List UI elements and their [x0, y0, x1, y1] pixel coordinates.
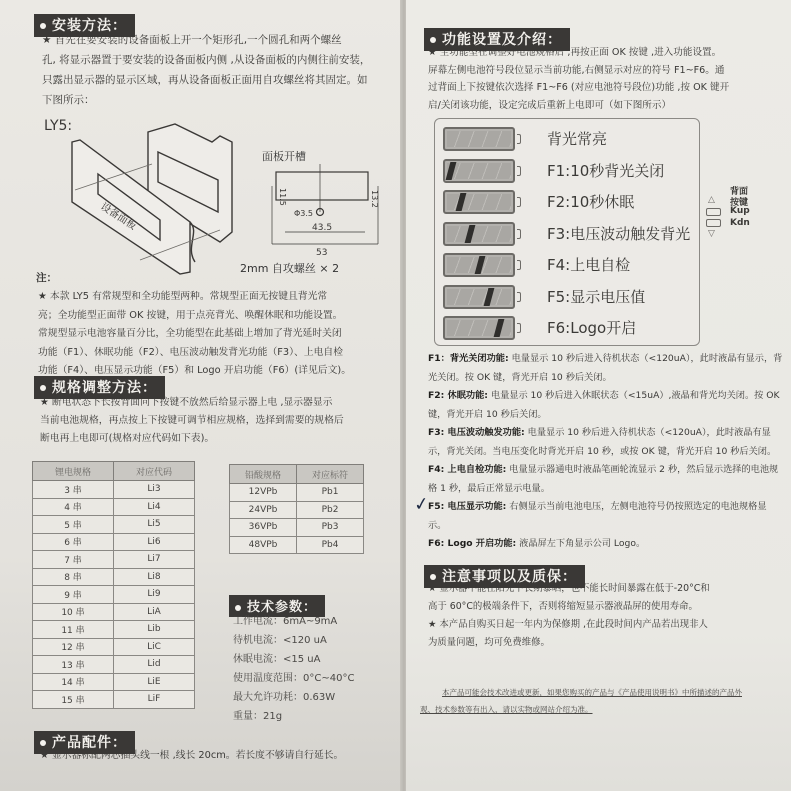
- desc-text: 电量显示 10 秒后进入休眠状态（<15uA）,液晶和背光均关闭。按 OK 键，背光开启 10 秒后关闭。: [428, 390, 780, 420]
- column-header: 对应代码: [114, 462, 195, 481]
- table-row: [33, 638, 195, 656]
- desc-key: F2: 休眠功能:: [428, 390, 488, 401]
- table-row: [33, 551, 195, 569]
- spec-adjust-line: 当前电池规格，再点按上下按键可调节相应规格，选择到需要的规格后: [40, 415, 344, 426]
- table-cell: 3 串: [33, 481, 114, 499]
- function-line: 启/关闭该功能，设定完成后重新上电即可（如下图所示）: [428, 99, 672, 111]
- tech-param: 工作电流：6mA~9mA: [233, 616, 338, 627]
- function-title-text: 功能设置及介绍：: [442, 32, 562, 48]
- install-line: 下图所示：: [42, 94, 95, 106]
- keys-label: 按键: [730, 198, 749, 208]
- table-row: [33, 603, 195, 621]
- spec-adjust-title-text: 规格调整方法：: [52, 380, 157, 396]
- table-cell: 14 串: [33, 673, 114, 691]
- function-row: [443, 188, 693, 216]
- fine-print: [420, 684, 780, 718]
- table-cell: LiF: [114, 691, 195, 709]
- table-row: [33, 481, 195, 499]
- table-cell: Li8: [114, 568, 195, 586]
- desc-f4: [428, 461, 784, 498]
- accessories-text: ★ 显示器标配两芯插头线一根 ,线长 20cm。若长度不够请自行延长。: [40, 750, 344, 761]
- battery-terminal-icon: [517, 323, 521, 333]
- tech-param: 使用温度范围：0°C~40°C: [233, 673, 355, 684]
- table-cell: 6 串: [33, 533, 114, 551]
- tech-param: 最大允许功耗：0.63W: [233, 692, 336, 703]
- table-row: [33, 586, 195, 604]
- battery-icon: [443, 253, 515, 277]
- column-header: 锂电规格: [33, 462, 114, 481]
- lithium-spec-table: [32, 461, 195, 709]
- table-cell: 48VPb: [230, 536, 297, 554]
- bullet-icon: [235, 605, 241, 611]
- slot-title: 面板开槽: [262, 150, 306, 163]
- battery-terminal-icon: [517, 260, 521, 270]
- desc-f1: [428, 350, 784, 387]
- function-label: F5:显示电压值: [547, 287, 646, 306]
- bullet-icon: [40, 23, 46, 29]
- battery-terminal-icon: [517, 134, 521, 144]
- desc-key: F5: 电压显示功能:: [428, 501, 507, 512]
- function-descriptions: [428, 350, 784, 554]
- note-title: 注：: [36, 272, 57, 284]
- desc-f6: [428, 535, 784, 554]
- accessories-title-text: 产品配件：: [52, 735, 127, 751]
- battery-icon: [443, 190, 515, 214]
- table-cell: 36VPb: [230, 519, 297, 537]
- function-label: F3:电压波动触发背光: [547, 224, 691, 243]
- panel-label: 设备面板: [98, 201, 138, 233]
- lead-acid-spec-table: [229, 464, 364, 554]
- table-cell: Pb2: [297, 501, 364, 519]
- table-cell: Li4: [114, 498, 195, 516]
- function-line: 屏幕左侧电池符号段位显示当前功能,右侧显示对应的符号 F1~F6。通: [428, 64, 725, 76]
- battery-terminal-icon: [517, 166, 521, 176]
- function-line: 过背面上下按键依次选择 F1~F6 (对应电池符号段位)功能 ,按 OK 键开: [428, 82, 730, 93]
- install-line: 只露出显示器的显示区域，再从设备面板正面用自攻螺丝将其固定。如: [42, 74, 368, 86]
- table-cell: 15 串: [33, 691, 114, 709]
- bullet-icon: [40, 385, 46, 391]
- table-row: [33, 673, 195, 691]
- table-row: [230, 519, 364, 537]
- battery-terminal-icon: [517, 229, 521, 239]
- installation-diagram: [40, 112, 400, 277]
- kdn-label: Kdn: [730, 218, 750, 228]
- table-cell: 5 串: [33, 516, 114, 534]
- table-cell: 12 串: [33, 638, 114, 656]
- function-label: 背光常亮: [547, 130, 608, 148]
- note-line: 亮；全功能型正面带 OK 按键，用于点亮背光、唤醒休眠和功能设置。: [38, 309, 343, 321]
- battery-icon: [443, 127, 515, 151]
- function-row: [443, 220, 693, 248]
- function-label: F2:10秒休眠: [547, 193, 635, 211]
- note-line: 常规型显示电池容量百分比，全功能型在此基础上增加了背光延时关闭: [38, 328, 342, 339]
- fine-print-line: 观、技术参数等有出入，请以实物或网站介绍为准。: [420, 705, 593, 714]
- table-cell: Pb4: [297, 536, 364, 554]
- table-row: [33, 656, 195, 674]
- table-cell: 10 串: [33, 603, 114, 621]
- desc-key: F6: Logo 开启功能:: [428, 538, 517, 549]
- down-arrow-icon: ▽: [708, 229, 715, 239]
- table-cell: 9 串: [33, 586, 114, 604]
- table-cell: 11 串: [33, 621, 114, 639]
- bullet-icon: [430, 37, 436, 43]
- svg-text:Φ3.5: Φ3.5: [294, 209, 314, 218]
- table-cell: 7 串: [33, 551, 114, 569]
- table-cell: Li9: [114, 586, 195, 604]
- install-title-text: 安装方法：: [52, 18, 127, 34]
- table-row: [33, 498, 195, 516]
- function-label: F4:上电自检: [547, 256, 631, 274]
- function-row: [443, 157, 693, 185]
- desc-text: 右侧显示当前电池电压，左侧电池符号仍按照选定的电池规格显示。: [428, 501, 767, 531]
- desc-text: 电量显示器通电时液晶笔画轮流显示 2 秒，然后显示选择的电池规格 1 秒，最后正常显示电量。: [428, 464, 779, 494]
- spec-adjust-line: ★ 断电状态下长按背面向下按键不放然后给显示器上电 ,显示器显示: [40, 397, 333, 408]
- keys-label: 背面: [730, 187, 749, 197]
- notice-paragraph: [428, 580, 784, 652]
- notice-title-text: 注意事项以及质保：: [442, 569, 577, 585]
- table-cell: Li3: [114, 481, 195, 499]
- table-cell: Li6: [114, 533, 195, 551]
- function-display-panel: [434, 118, 700, 346]
- desc-text: 电量显示 10 秒后进入待机状态（<120uA），此时液晶有显示，背光关闭。当电压变化时背光开启 10 秒，或按 OK 键，背光开启 10 秒后关闭。: [428, 427, 777, 457]
- install-paragraph: [42, 30, 397, 110]
- desc-key: F3: 电压波动触发功能:: [428, 427, 525, 438]
- install-line: ★ 首先在要安装的设备面板上开一个矩形孔,一个圆孔和两个螺丝: [42, 34, 342, 46]
- svg-text:11.5: 11.5: [278, 188, 287, 206]
- desc-f5: [428, 498, 784, 535]
- function-label: F6:Logo开启: [547, 319, 637, 337]
- table-cell: Li5: [114, 516, 195, 534]
- function-row: [443, 314, 693, 342]
- install-line: 孔, 将显示器置于要安装的设备面板内侧 ,从设备面板的内侧往前安装，: [42, 54, 371, 66]
- function-row: [443, 125, 693, 153]
- table-header-row: [33, 462, 195, 481]
- battery-icon: [443, 159, 515, 183]
- battery-terminal-icon: [517, 197, 521, 207]
- table-cell: 12VPb: [230, 484, 297, 502]
- fine-print-line: 本产品可能会技术改进或更新，如果您购买的产品与《产品使用说明书》中所描述的产品外: [442, 688, 742, 697]
- note-line: ★ 本款 LY5 有常规型和全功能型两种。常规型正面无按键且背光常: [38, 291, 328, 302]
- battery-terminal-icon: [517, 292, 521, 302]
- desc-key: F4: 上电自检功能:: [428, 464, 507, 475]
- back-keys: [706, 184, 766, 254]
- table-row: [33, 516, 195, 534]
- panel-mounting-illustration: [40, 112, 400, 277]
- table-row: [230, 536, 364, 554]
- table-cell: Pb1: [297, 484, 364, 502]
- tech-title-text: 技术参数：: [247, 600, 318, 615]
- column-header: 铅酸规格: [230, 465, 297, 484]
- function-row: [443, 251, 693, 279]
- table-row: [33, 691, 195, 709]
- function-row: [443, 283, 693, 311]
- tech-param: 重量：21g: [233, 711, 283, 722]
- table-cell: LiA: [114, 603, 195, 621]
- desc-f2: [428, 387, 784, 424]
- desc-key: F1：背光关闭功能:: [428, 353, 509, 364]
- function-line: ★ 全功能型在调整好电池规格后 ,再按正面 OK 按键 ,进入功能设置。: [428, 47, 722, 58]
- table-cell: 4 串: [33, 498, 114, 516]
- tech-param: 休眠电流：<15 uA: [233, 654, 321, 665]
- kup-label: Kup: [730, 206, 750, 216]
- spec-adjust-line: 断电再上电即可(规格对应代码如下表)。: [40, 433, 215, 444]
- screw-note: 2mm 自攻螺丝 × 2: [240, 262, 340, 275]
- table-cell: 13 串: [33, 656, 114, 674]
- kup-key-icon: [706, 208, 721, 216]
- up-arrow-icon: △: [708, 195, 715, 205]
- function-paragraph: [428, 44, 783, 114]
- svg-text:43.5: 43.5: [312, 223, 333, 233]
- notice-line: 为质量问题，均可免费维修。: [428, 637, 550, 648]
- table-cell: Pb3: [297, 519, 364, 537]
- desc-f3: [428, 424, 784, 461]
- table-cell: LiC: [114, 638, 195, 656]
- svg-text:13.2: 13.2: [370, 190, 379, 208]
- table-header-row: [230, 465, 364, 484]
- table-row: [230, 484, 364, 502]
- tech-params-list: [233, 612, 354, 726]
- column-header: 对应标符: [297, 465, 364, 484]
- table-cell: 8 串: [33, 568, 114, 586]
- note-paragraph: [38, 288, 400, 381]
- desc-text: 电量显示 10 秒后进入待机状态（<120uA），此时液晶有显示，背光关闭。按 OK 键，背光开启 10 秒后关闭。: [428, 353, 783, 383]
- notice-line: ★ 显示器不能在阳光下长期暴晒，也不能长时间暴露在低于-20°C和: [428, 583, 710, 594]
- tech-param: 待机电流：<120 uA: [233, 635, 327, 646]
- handwritten-checkmark: ✓: [412, 493, 431, 516]
- notice-line: ★ 本产品自购买日起一年内为保修期 ,在此段时间内产品若出现非人: [428, 619, 708, 630]
- note-line: 功能（F1）、休眠功能（F2）、电压波动触发背光功能（F3）、上电自检: [38, 346, 344, 358]
- battery-icon: [443, 222, 515, 246]
- notice-line: 高于 60°C的极端条件下，否则将缩短显示器液晶屏的使用寿命。: [428, 601, 698, 612]
- model-label: LY5:: [44, 118, 73, 134]
- table-row: [230, 501, 364, 519]
- table-cell: Li7: [114, 551, 195, 569]
- table-cell: 24VPb: [230, 501, 297, 519]
- note-line: 功能（F4）、电压显示功能（F5）和 Logo 开启功能（F6）(详见后文)。: [38, 365, 351, 376]
- table-row: [33, 621, 195, 639]
- battery-icon: [443, 316, 515, 340]
- battery-icon: [443, 285, 515, 309]
- function-label: F1:10秒背光关闭: [547, 161, 665, 180]
- spec-adjust-paragraph: [40, 394, 400, 448]
- table-row: [33, 568, 195, 586]
- svg-text:53: 53: [316, 248, 328, 258]
- desc-text: 液晶屏左下角显示公司 Logo。: [516, 538, 646, 549]
- kdn-key-icon: [706, 219, 721, 227]
- table-row: [33, 533, 195, 551]
- table-cell: LiE: [114, 673, 195, 691]
- table-cell: Lib: [114, 621, 195, 639]
- table-cell: Lid: [114, 656, 195, 674]
